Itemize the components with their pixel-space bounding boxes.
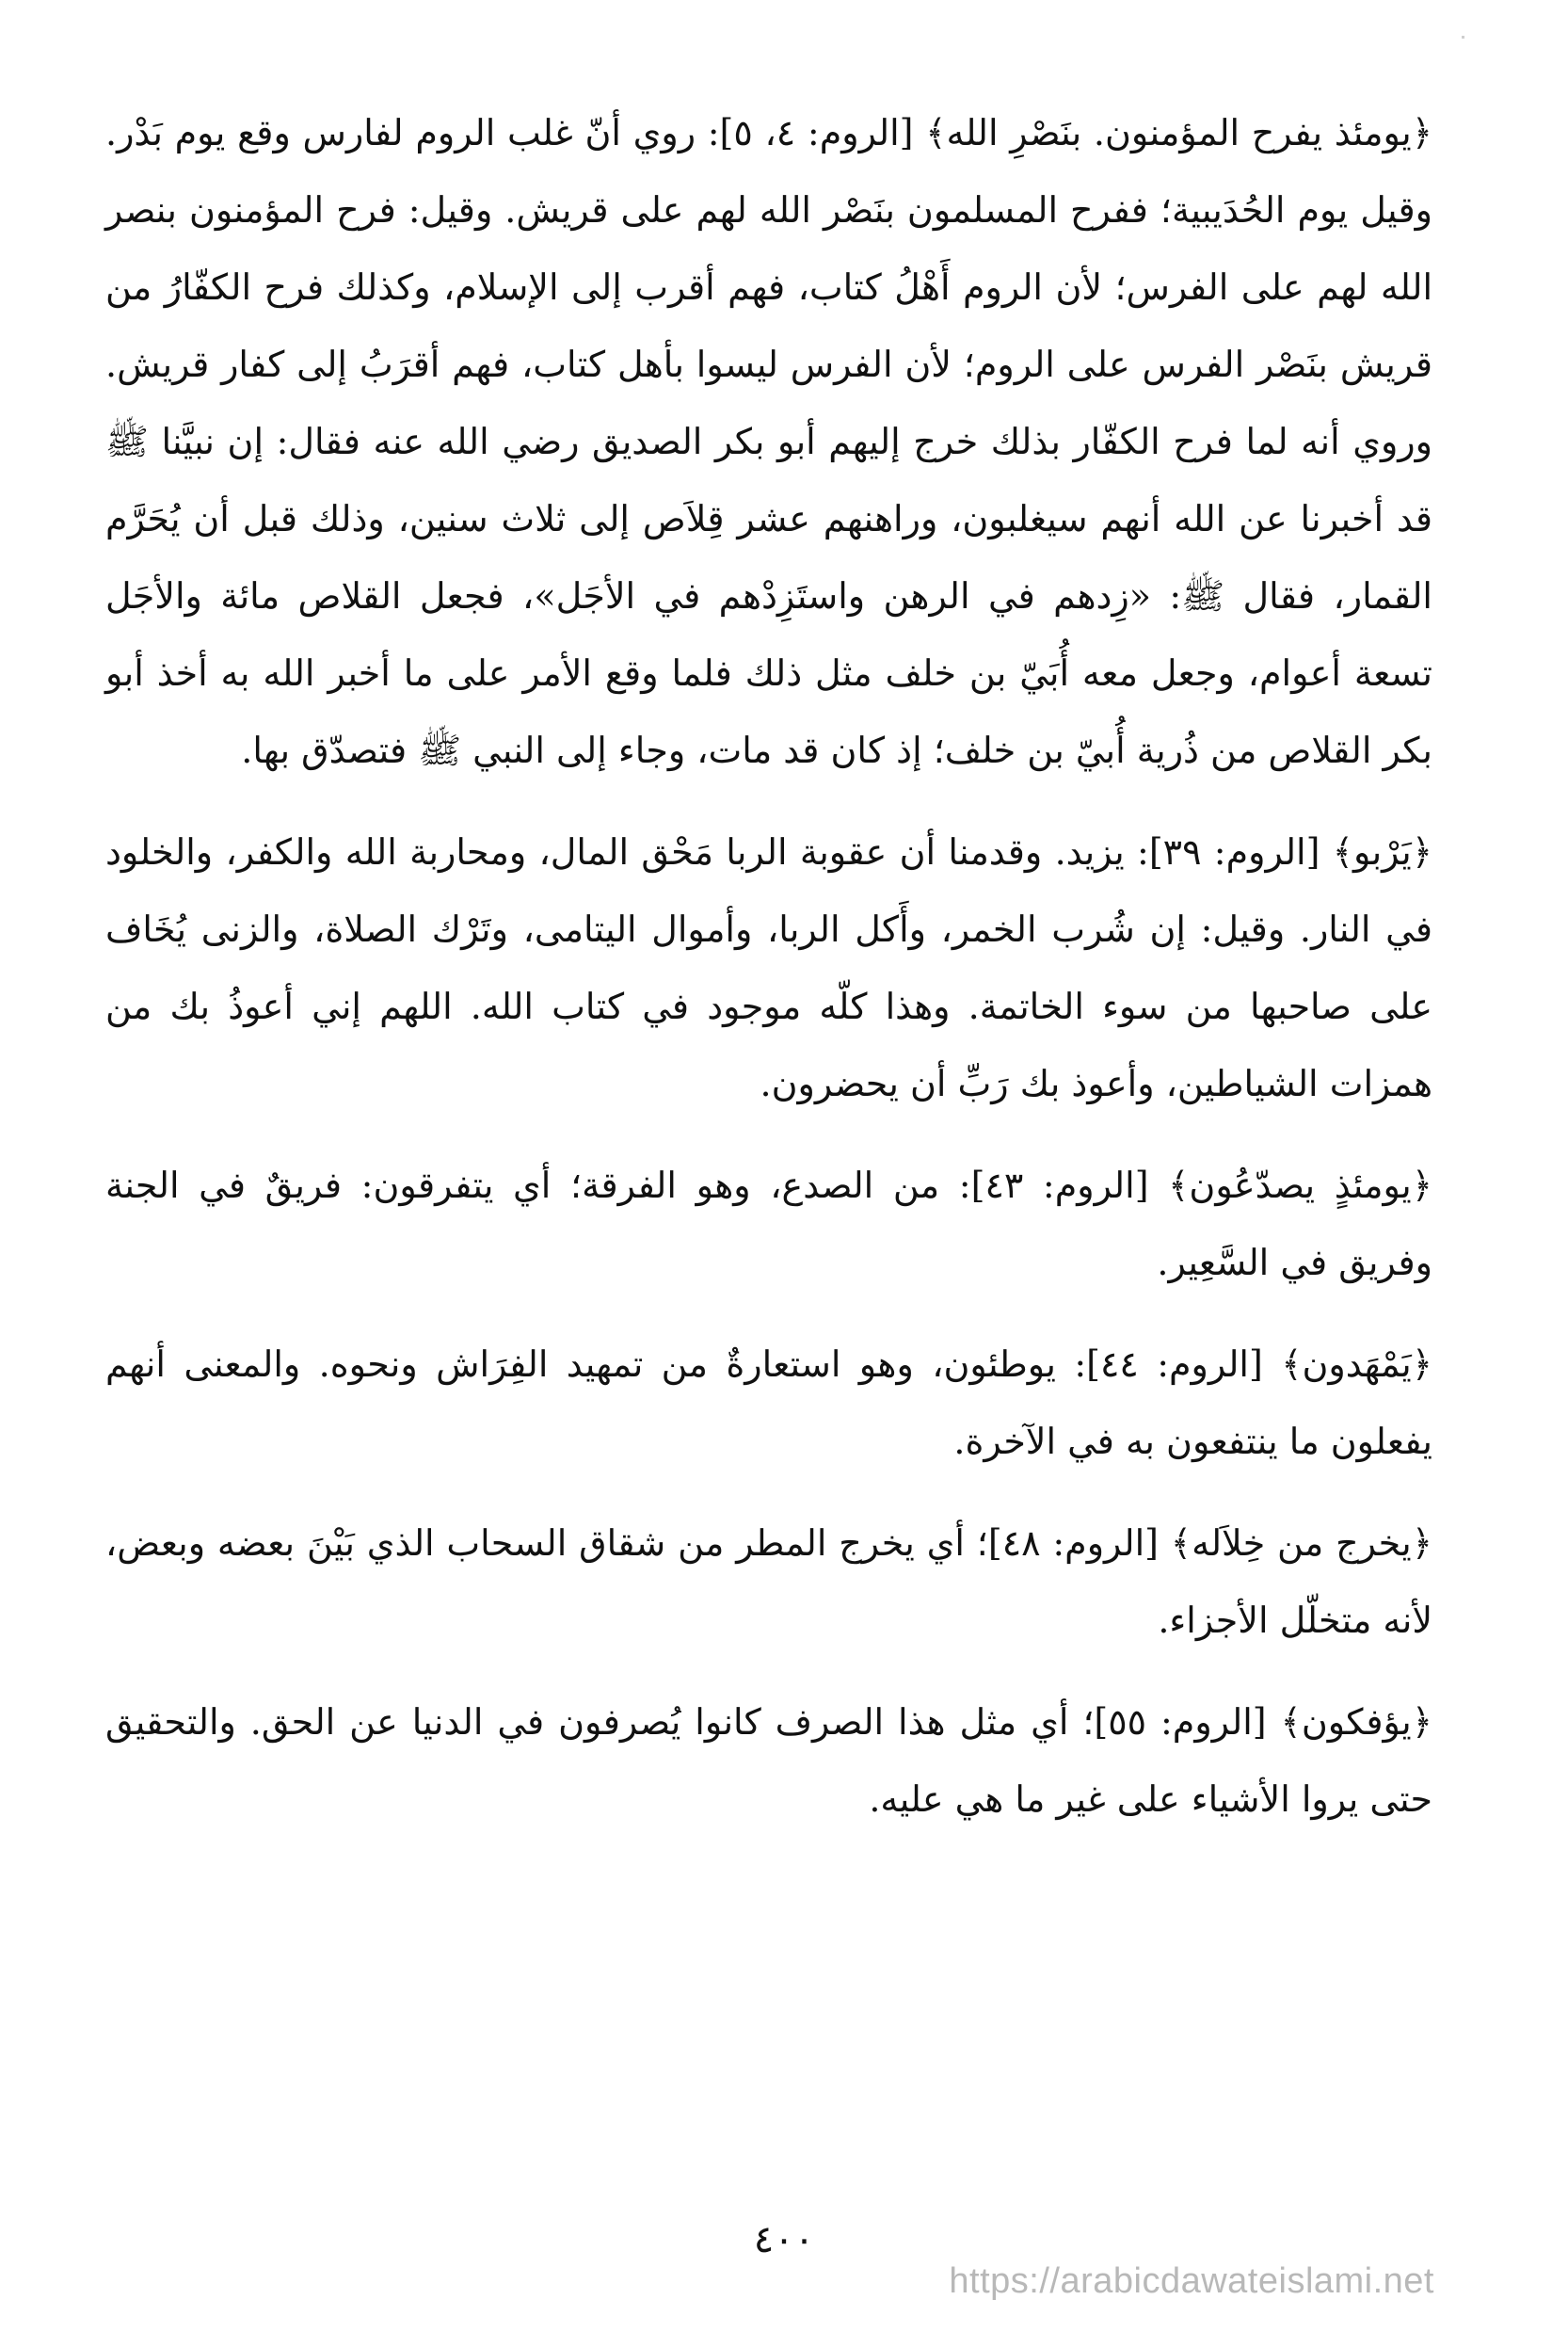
paragraph-yufakun: ﴿يؤفكون﴾ [الروم: ٥٥]؛ أي مثل هذا الصرف كانوا يُصرفون في الدنيا عن الحق. والتحقيق حتى يروا الأشياء على غير ما هي عليه. [105, 1701, 1432, 1820]
paragraph-yarbu: ﴿يَرْبو﴾ [الروم: ٣٩]: يزيد. وقدمنا أن عقوبة الربا مَحْق المال، ومحاربة الله والكفر، والخلود في النار. وقيل: إن شُرب الخمر، وأَكل الربا، وأموال اليتامى، وتَرْك الصلاة، والزنى يُخَاف على صاحبها من سوء الخاتمة. وهذا كلّه موجود في كتاب الله. اللهم إني أعوذُ بك من همزات الشياطين، وأعوذ بك رَبِّ أن يحضرون. [105, 831, 1432, 1104]
scan-speck [1462, 36, 1464, 39]
paragraph-yamhadun: ﴿يَمْهَدون﴾ [الروم: ٤٤]: يوطئون، وهو استعارةٌ من تمهيد الفِرَاش ونحوه. والمعنى أنهم يفعلون ما ينتفعون به في الآخرة. [105, 1343, 1432, 1462]
page-number: ٤٠٠ [753, 2218, 815, 2261]
paragraph-yawma-idhin-yafrah: ﴿يومئذ يفرح المؤمنون. بنَصْرِ الله﴾ [الروم: ٤، ٥]: روي أنّ غلب الروم لفارس وقع يوم بَدْر. وقيل يوم الحُدَيبية؛ ففرح المسلمون بنَصْر الله لهم على قريش. وقيل: فرح المؤمنون بنصر الله لهم على الفرس؛ لأن الروم أَهْلُ كتاب، فهم أقرب إلى الإسلام، وكذلك فرح الكفّارُ من قريش بنَصْر الفرس على الروم؛ لأن الفرس ليسوا بأهل كتاب، فهم أقرَبُ إلى كفار قريش. وروي أنه لما فرح الكفّار بذلك خرج إليهم أبو بكر الصديق رضي الله عنه فقال: إن نبيَّنا ﷺ قد أخبرنا عن الله أنهم سيغلبون، وراهنهم عشر قِلاَص إلى ثلاث سنين، وذلك قبل أن يُحَرَّم القمار، فقال ﷺ: «زِدهم في الرهن واستَزِدْهم في الأجَل»، فجعل القلاص مائة والأجَل تسعة أعوام، وجعل معه أُبَيّ بن خلف مثل ذلك فلما وقع الأمر على ما أخبر الله به أخذ أبو بكر القلاص من ذُرية أُبيّ بن خلف؛ إذ كان قد مات، وجاء إلى النبي ﷺ فتصدّق بها. [105, 112, 1433, 771]
watermark-url: https://arabicdawateislami.net [949, 2261, 1434, 2301]
paragraph-yakhruj: ﴿يخرج من خِلاَله﴾ [الروم: ٤٨]؛ أي يخرج المطر من شقاق السحاب الذي بَيْنَ بعضه وبعض، لأنه متخلّل الأجزاء. [105, 1522, 1432, 1641]
paragraph-yassaddaun: ﴿يومئذٍ يصدّعُون﴾ [الروم: ٤٣]: من الصدع، وهو الفرقة؛ أي يتفرقون: فريقٌ في الجنة وفريق في السَّعِير. [105, 1165, 1432, 1283]
body-text [105, 94, 1432, 1862]
